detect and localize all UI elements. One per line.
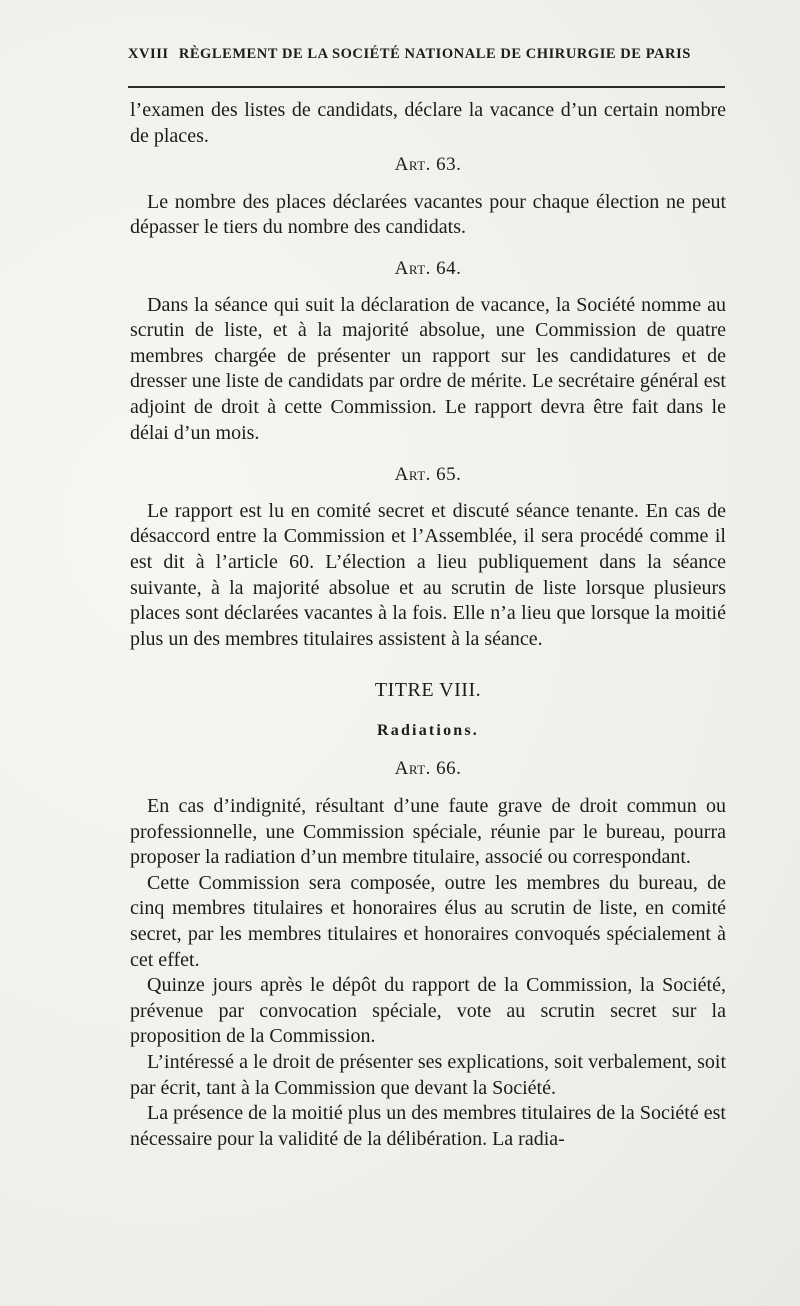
running-head (128, 46, 728, 63)
article-64-paragraph: Dans la séance qui suit la déclaration de vacance, la Société nomme au scrutin de liste, et à la majorité absolue, une Commission de quatre membres chargée de présenter un rapport sur les candidatures et de dresser une liste de candidats par ordre de mérite. Le secrétaire général est adjoint de droit à cette Commission. Le rapport devra être fait dans le délai d’un mois. (130, 293, 726, 444)
title-subtitle: Radiations. (377, 721, 479, 739)
article-66-paragraph-1: En cas d’indignité, résultant d’une faute grave de droit commun ou professionnelle, une Commission spéciale, réunie par le bureau, pourra proposer la radiation d’un membre titulaire, associé ou correspondant. (130, 795, 726, 869)
article-heading-66: Art. 66. (394, 758, 462, 780)
article-heading-64: Art. 64. (394, 257, 462, 279)
article-66-paragraph-4: L’intéressé a le droit de présenter ses explications, soit verbalement, soit par écrit, tant à la Commission que devant la Société. (130, 1051, 726, 1099)
article-66-paragraph-5: La présence de la moitié plus un des membres titulaires de la Société est nécessaire pour la validité de la délibération. La radia- (130, 1102, 726, 1150)
article-66-paragraph-2: Cette Commission sera composée, outre les membres du bureau, de cinq membres titulaires et honoraires élus au scrutin de liste, en comité secret, par les membres titulaires et honoraires convoqués spécialement à cet effet. (130, 871, 726, 971)
article-63-paragraph: Le nombre des places déclarées vacantes pour chaque élection ne peut dépasser le tiers du nombre des candidats. (130, 190, 726, 239)
page-number: XVIII (128, 46, 169, 62)
header-rule (128, 86, 725, 88)
article-65-paragraph: Le rapport est lu en comité secret et discuté séance tenante. En cas de désaccord entre la Commission et l’Assemblée, il sera procédé comme il est dit à l’article 60. L’élection a lieu publiquement dans la séance suivante, à la majorité absolue et au scrutin de liste lorsque plusieurs places sont déclarées vacantes à la fois. Elle n’a lieu que lorsque la moitié plus un des membres titulaires assistent à la séance. (130, 499, 726, 650)
article-heading-63: Art. 63. (394, 154, 462, 176)
article-heading-65: Art. 65. (394, 464, 462, 486)
running-title: RÈGLEMENT DE LA SOCIÉTÉ NATIONALE DE CHIRURGIE DE PARIS (178, 46, 691, 62)
continuation-paragraph: l’examen des listes de candidats, déclare la vacance d’un certain nombre de places. (130, 99, 726, 147)
article-66-paragraph-3: Quinze jours après le dépôt du rapport de la Commission, la Société, prévenue par convocation spéciale, vote au scrutin secret sur la proposition de la Commission. (130, 974, 726, 1048)
title-heading: TITRE VIII. (374, 679, 482, 702)
page-body (130, 98, 726, 1152)
